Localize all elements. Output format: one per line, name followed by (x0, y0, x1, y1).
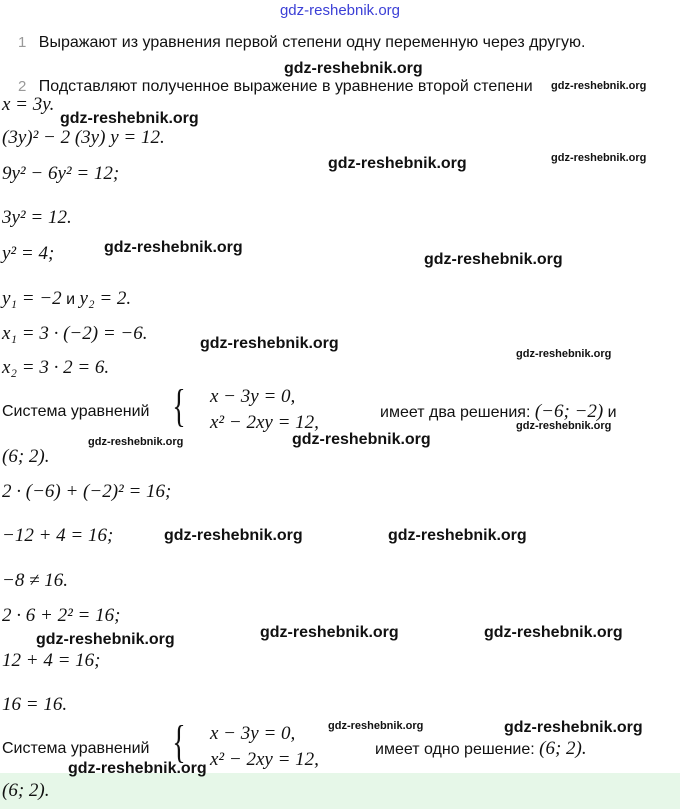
result-text: имеет одно решение: (375, 741, 535, 758)
check-1-sum: −12 + 4 = 16; (2, 525, 114, 546)
check-2-result: 16 = 16. (2, 694, 68, 715)
conjunction: и (66, 291, 76, 308)
eq-expand: 9y² − 6y² = 12; (2, 163, 120, 184)
watermark: gdz-reshebnik.org (68, 760, 207, 777)
system-eq2: x² − 2xy = 12, (210, 749, 319, 770)
eq-substitution: (3y)² − 2 (3y) y = 12. (2, 127, 165, 148)
system-result (375, 738, 587, 760)
system-brace: { (172, 380, 186, 431)
watermark: gdz-reshebnik.org (164, 527, 303, 544)
step-1 (18, 34, 585, 52)
eq-3y2: 3y² = 12. (2, 207, 72, 228)
watermark: gdz-reshebnik.org (388, 527, 527, 544)
eq-x-equals-3y: x = 3y. (2, 94, 55, 115)
watermark: gdz-reshebnik.org (504, 719, 643, 736)
eq-y2: y² = 4; (2, 243, 55, 264)
watermark: gdz-reshebnik.org (484, 624, 623, 641)
check-2: 2 · 6 + 2² = 16; (2, 605, 121, 626)
result-text: имеет два решения: (380, 404, 531, 421)
y2-value: y₂ = 2. (79, 288, 132, 309)
check-1: 2 · (−6) + (−2)² = 16; (2, 481, 172, 502)
watermark: gdz-reshebnik.org (328, 720, 424, 732)
solution-2: (6; 2). (2, 446, 50, 467)
system-brace: { (172, 716, 186, 767)
watermark: gdz-reshebnik.org (516, 420, 612, 432)
watermark: gdz-reshebnik.org (551, 80, 647, 92)
y1-value: y₁ = −2 (2, 288, 62, 309)
watermark: gdz-reshebnik.org (551, 152, 647, 164)
solution-1: (−6; −2) (534, 401, 604, 422)
watermark: gdz-reshebnik.org (516, 348, 612, 360)
watermark: gdz-reshebnik.org (260, 624, 399, 641)
step-number: 2 (18, 78, 27, 95)
watermark: gdz-reshebnik.org (36, 631, 175, 648)
system-label: Система уравнений (2, 740, 150, 757)
watermark: gdz-reshebnik.org (60, 110, 199, 127)
answer-highlight (0, 773, 680, 809)
step-text: Выражают из уравнения первой степени одну переменную через другую. (38, 34, 586, 51)
watermark: gdz-reshebnik.org (88, 436, 184, 448)
step-number: 1 (18, 34, 27, 51)
system-eq1: x − 3y = 0, (210, 723, 296, 744)
watermark: gdz-reshebnik.org (200, 335, 339, 352)
step-2 (18, 78, 533, 95)
solution: (6; 2). (539, 738, 587, 759)
system-eq2: x² − 2xy = 12, (210, 412, 319, 433)
system-eq1: x − 3y = 0, (210, 386, 296, 407)
watermark: gdz-reshebnik.org (104, 239, 243, 256)
system-label: Система уравнений (2, 403, 150, 420)
conjunction: и (607, 404, 617, 421)
eq-x1: x₁ = 3 · (−2) = −6. (2, 323, 148, 344)
watermark: gdz-reshebnik.org (292, 431, 431, 448)
eq-y-roots (2, 288, 131, 310)
answer: (6; 2). (2, 780, 50, 801)
watermark: gdz-reshebnik.org (284, 60, 423, 77)
site-header-link[interactable]: gdz-reshebnik.org (279, 2, 401, 19)
step-text: Подставляют полученное выражение в уравнение второй степени (38, 78, 533, 95)
watermark: gdz-reshebnik.org (328, 155, 467, 172)
eq-x2: x₂ = 3 · 2 = 6. (2, 357, 110, 378)
watermark: gdz-reshebnik.org (424, 251, 563, 268)
check-2-sum: 12 + 4 = 16; (2, 650, 101, 671)
check-1-result: −8 ≠ 16. (2, 570, 68, 591)
